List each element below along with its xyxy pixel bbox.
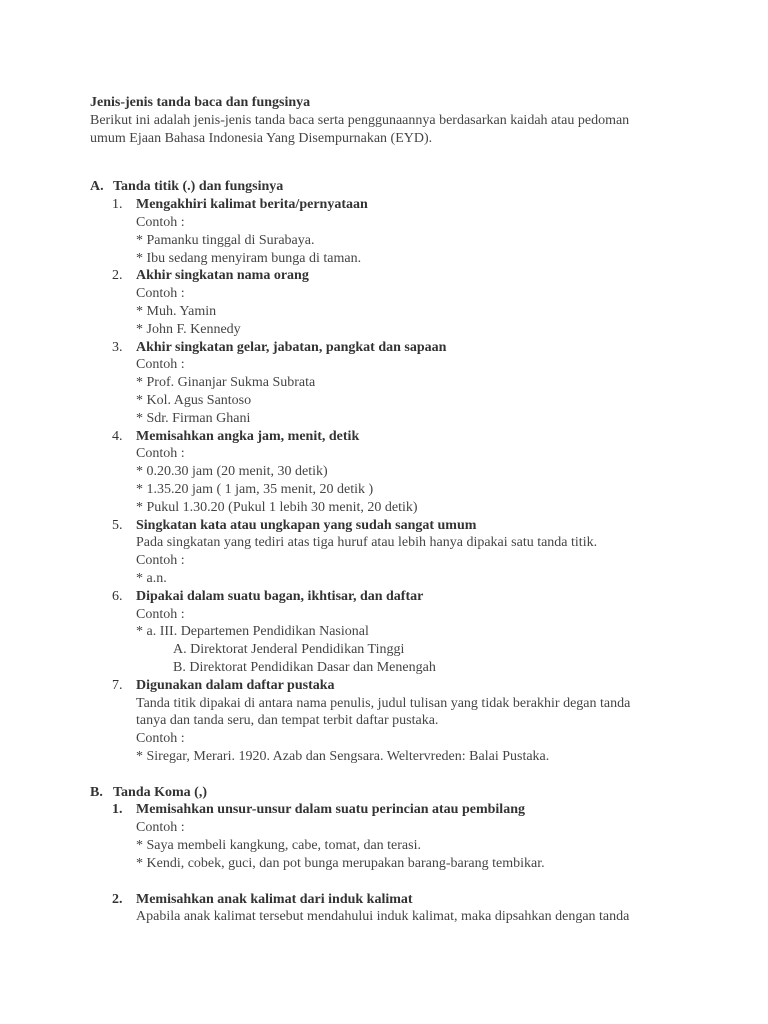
item-number: 6. [112,588,123,604]
item-number: 1. [112,197,123,213]
item-subline: A. Direktorat Jenderal Pendidikan Tinggi [173,642,405,658]
item-heading: Dipakai dalam suatu bagan, ikhtisar, dan daftar [136,588,424,604]
item-line: Contoh : [136,286,185,302]
item-line: * Siregar, Merari. 1920. Azab dan Sengsara. Weltervreden: Balai Pustaka. [136,748,550,764]
item-heading: Akhir singkatan nama orang [136,268,309,284]
item-number: 2. [112,891,123,907]
item-line: * a.n. [136,570,167,586]
item-line: * 1.35.20 jam ( 1 jam, 35 menit, 20 detik ) [136,481,374,497]
list-item [112,677,690,766]
item-line: tanya dan tanda seru, dan tempat terbit daftar pustaka. [136,713,439,729]
item-line: * Sdr. Firman Ghani [136,410,251,426]
item-line: Contoh : [136,731,185,747]
list-item [112,339,690,428]
item-line: * John F. Kennedy [136,321,241,337]
item-line: * Saya membeli kangkung, cabe, tomat, dan terasi. [136,838,421,854]
item-heading: Memisahkan angka jam, menit, detik [136,428,360,444]
list-item [112,588,690,677]
item-line: Contoh : [136,553,185,569]
item-line: * Pamanku tinggal di Surabaya. [136,232,315,248]
item-line: Contoh : [136,606,185,622]
item-line: Tanda titik dipakai di antara nama penulis, judul tulisan yang tidak berakhir degan tanda [136,695,631,711]
list-item [112,196,690,267]
section-a-title: Tanda titik (.) dan fungsinya [113,179,284,195]
list-item [112,267,690,338]
item-line: * Ibu sedang menyiram bunga di taman. [136,250,362,266]
intro-text-line-1: Berikut ini adalah jenis-jenis tanda baca serta penggunaannya berdasarkan kaidah atau pedoman [90,112,630,128]
item-heading: Singkatan kata atau ungkapan yang sudah sangat umum [136,517,477,533]
item-heading: Memisahkan anak kalimat dari induk kalimat [136,891,413,907]
intro-text-line-2: umum Ejaan Bahasa Indonesia Yang Disempurnakan (EYD). [90,130,433,146]
item-line: Contoh : [136,214,185,230]
list-item [112,801,690,872]
item-line: Contoh : [136,446,185,462]
item-line: Apabila anak kalimat tersebut mendahului induk kalimat, maka dipsahkan dengan tanda [136,909,630,925]
item-number: 3. [112,339,123,355]
document-body [90,94,690,926]
item-line: * Muh. Yamin [136,303,217,319]
section-a-heading [90,178,690,196]
item-heading: Mengakhiri kalimat berita/pernyataan [136,197,368,213]
item-line: Contoh : [136,820,185,836]
item-number: 1. [112,802,123,818]
item-heading: Memisahkan unsur-unsur dalam suatu perincian atau pembilang [136,802,525,818]
item-number: 7. [112,677,123,693]
section-a-letter: A. [90,179,104,195]
section-b-letter: B. [90,784,103,800]
item-line: * a. III. Departemen Pendidikan Nasional [136,624,369,640]
section-b-heading [90,784,690,802]
item-line: Contoh : [136,357,185,373]
list-item [112,428,690,517]
list-item [112,517,690,588]
item-number: 2. [112,268,123,284]
item-subline: B. Direktorat Pendidikan Dasar dan Menengah [173,659,436,675]
item-line: * Kendi, cobek, guci, dan pot bunga merupakan barang-barang tembikar. [136,855,545,871]
item-line: * Pukul 1.30.20 (Pukul 1 lebih 30 menit, 20 detik) [136,499,418,515]
item-line: Pada singkatan yang tediri atas tiga huruf atau lebih hanya dipakai satu tanda titik. [136,535,598,551]
list-item [112,891,690,927]
section-b-title: Tanda Koma (,) [113,784,208,800]
intro-title: Jenis-jenis tanda baca dan fungsinya [90,95,311,110]
item-line: * Kol. Agus Santoso [136,392,252,408]
item-number: 4. [112,428,123,444]
item-line: * 0.20.30 jam (20 menit, 30 detik) [136,464,328,480]
item-line: * Prof. Ginanjar Sukma Subrata [136,375,316,391]
item-heading: Digunakan dalam daftar pustaka [136,677,335,693]
item-number: 5. [112,517,123,533]
item-heading: Akhir singkatan gelar, jabatan, pangkat dan sapaan [136,339,447,355]
